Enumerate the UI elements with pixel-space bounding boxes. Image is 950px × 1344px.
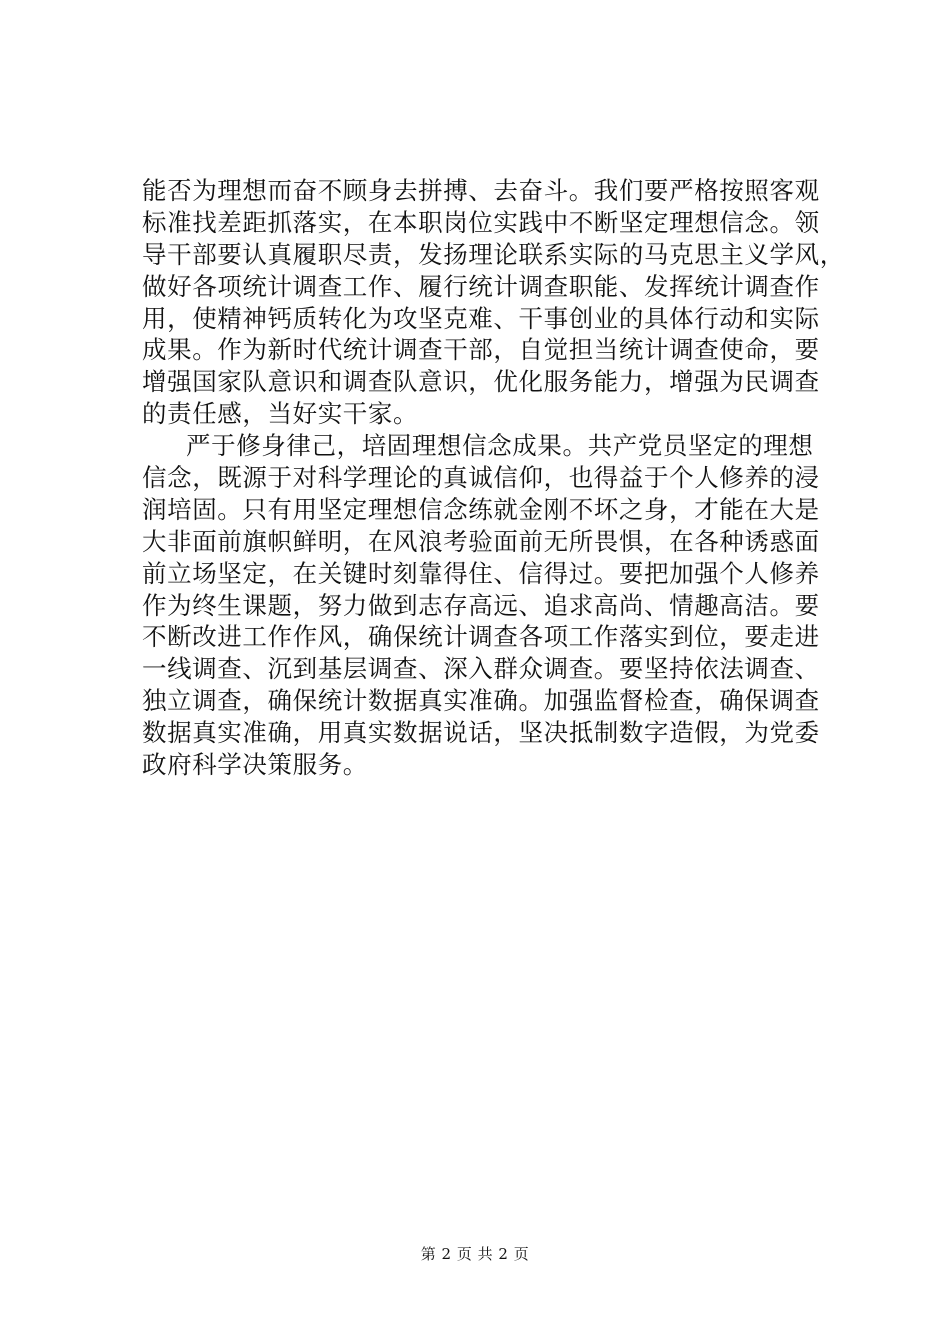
text-line: 作为终生课题，努力做到志存高远、追求高尚、情趣高洁。要 (142, 590, 820, 620)
text-line: 前立场坚定，在关键时刻靠得住、信得过。要把加强个人修养 (142, 558, 820, 588)
text-line: 不断改进工作作风，确保统计调查各项工作落实到位，要走进 (142, 622, 820, 652)
text-line: 用，使精神钙质转化为攻坚克难、干事创业的具体行动和实际 (142, 303, 820, 333)
text-line: 成果。作为新时代统计调查干部，自觉担当统计调查使命，要 (142, 335, 820, 365)
text-line: 信念，既源于对科学理论的真诚信仰，也得益于个人修养的浸 (142, 463, 820, 493)
text-line: 的责任感，当好实干家。 (142, 399, 419, 429)
text-line: 一线调查、沉到基层调查、深入群众调查。要坚持依法调查、 (142, 654, 820, 684)
body-text (142, 175, 845, 781)
text-line: 导干部要认真履职尽责，发扬理论联系实际的马克思主义学风， (142, 239, 845, 269)
text-line: 政府科学决策服务。 (142, 750, 368, 780)
text-line: 标准找差距抓落实，在本职岗位实践中不断坚定理想信念。领 (142, 207, 820, 237)
text-line: 大非面前旗帜鲜明，在风浪考验面前无所畏惧，在各种诱惑面 (142, 526, 820, 556)
text-line: 增强国家队意识和调查队意识，优化服务能力，增强为民调查 (142, 367, 820, 397)
text-line: 润培固。只有用坚定理想信念练就金刚不坏之身，才能在大是 (142, 494, 820, 524)
text-line: 能否为理想而奋不顾身去拼搏、去奋斗。我们要严格按照客观 (142, 176, 820, 205)
page-number-footer: 第 2 页 共 2 页 (420, 1245, 530, 1263)
text-line: 做好各项统计调查工作、履行统计调查职能、发挥统计调查作 (142, 271, 820, 301)
text-line: 独立调查，确保统计数据真实准确。加强监督检查，确保调查 (142, 686, 820, 716)
text-line: 数据真实准确，用真实数据说话，坚决抵制数字造假，为党委 (142, 718, 820, 748)
paragraph-start-line: 严于修身律己，培固理想信念成果。共产党员坚定的理想 (186, 431, 814, 461)
